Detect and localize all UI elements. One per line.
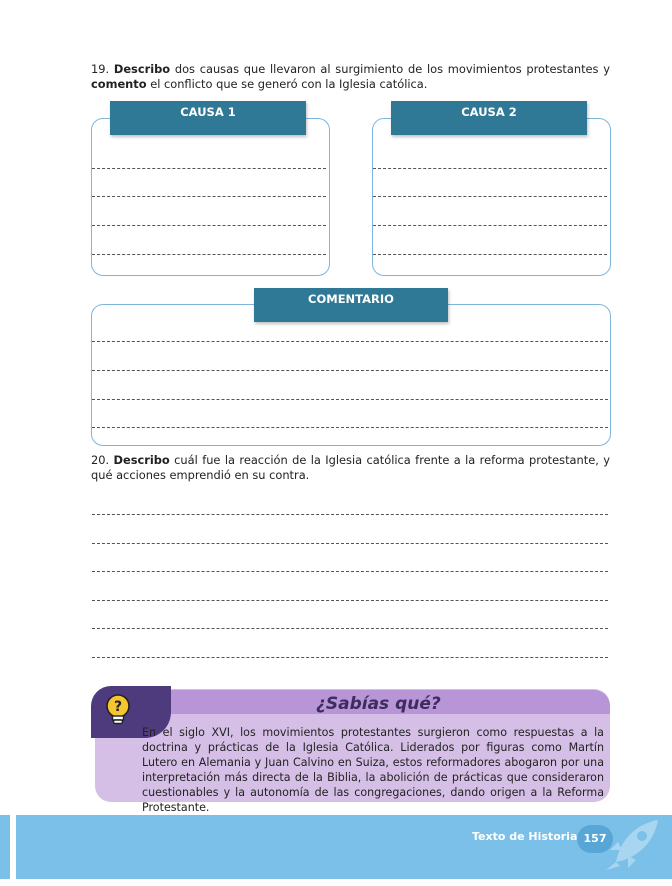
question-text: el conflicto que se generó con la Iglesia católica. [150,77,428,91]
lightbulb-question-icon [100,691,136,727]
answer-line[interactable] [373,225,607,226]
question-text: cuál fue la reacción de la Iglesia católica frente a la reforma protestante, y qué acciones emprendió en su contra. [91,453,610,482]
answer-line[interactable] [92,628,608,629]
question-text: dos causas que llevaron al surgimiento de los movimientos protestantes y [174,62,610,76]
answer-line[interactable] [92,543,608,544]
causa-2-label: CAUSA 2 [391,101,587,135]
comentario-label: COMENTARIO [254,288,448,322]
page-number: 157 [577,825,613,853]
answer-line[interactable] [92,168,326,169]
instruction-verb: Describo [113,62,171,76]
answer-line[interactable] [92,225,326,226]
did-you-know-title: ¿Sabías qué? [316,694,441,714]
answer-line[interactable] [92,341,608,342]
answer-line[interactable] [92,657,608,658]
footer-accent [10,815,16,879]
answer-line[interactable] [92,254,326,255]
page-footer [0,815,672,879]
answer-line[interactable] [92,600,608,601]
answer-line[interactable] [92,514,608,515]
instruction-verb: Describo [113,453,170,467]
answer-line[interactable] [373,254,607,255]
question-20 [91,453,610,483]
answer-line[interactable] [373,168,607,169]
causa-1-box [91,118,330,276]
question-19 [91,62,610,92]
causa-2-box [372,118,611,276]
book-title: Texto de Historia [472,830,578,843]
instruction-verb: comento [91,77,147,91]
comentario-box [91,304,611,446]
answer-line[interactable] [92,196,326,197]
answer-line[interactable] [373,196,607,197]
question-number: 19. [91,62,110,76]
did-you-know-text: En el siglo XVI, los movimientos protestantes surgieron como respuestas a la doctrina y prácticas de la Iglesia Católica. Liderados por figuras como Martín Lutero en Alemania y Juan Calvino en Suiza, estos reformadores abogaron por una interpretación más directa de la Biblia, la abolición de prácticas que consideraron cuestionables y la autonomía de las congregaciones, dando origen a la Reforma Protestante. [142,726,604,814]
causa-1-label: CAUSA 1 [110,101,306,135]
answer-line[interactable] [92,427,608,428]
question-number: 20. [91,453,110,467]
answer-line[interactable] [92,399,608,400]
answer-line[interactable] [92,370,608,371]
answer-line[interactable] [92,571,608,572]
svg-text:?: ? [113,699,123,715]
